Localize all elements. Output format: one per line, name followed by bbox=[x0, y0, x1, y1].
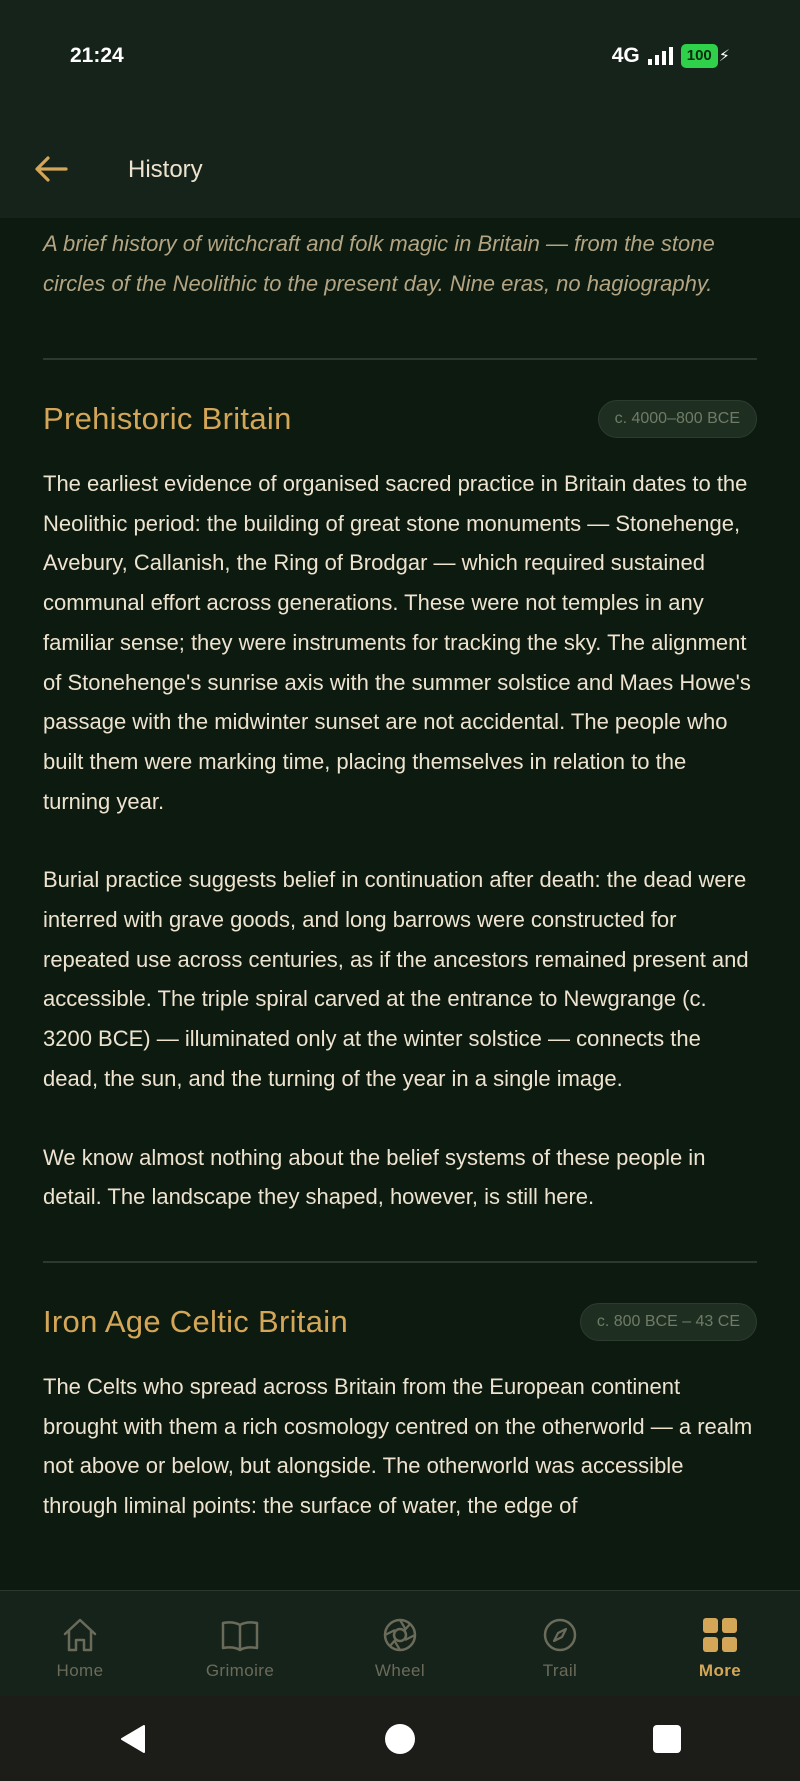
network-type: 4G bbox=[611, 44, 640, 67]
back-button[interactable] bbox=[26, 144, 76, 194]
nav-grimoire[interactable] bbox=[160, 1591, 320, 1697]
nav-wheel[interactable] bbox=[320, 1591, 480, 1697]
era-header bbox=[43, 1303, 757, 1341]
nav-label: Home bbox=[56, 1661, 104, 1680]
era-paragraph: We know almost nothing about the belief systems of these people in detail. The landscape they shaped, however, is still here. bbox=[43, 1144, 706, 1210]
bottom-navigation bbox=[0, 1590, 800, 1697]
signal-icon bbox=[648, 47, 673, 65]
era-date-badge: c. 800 BCE – 43 CE bbox=[580, 1303, 757, 1341]
book-icon bbox=[220, 1615, 260, 1655]
era-date-badge: c. 4000–800 BCE bbox=[598, 400, 757, 438]
nav-trail[interactable] bbox=[480, 1591, 640, 1697]
nav-label: Grimoire bbox=[205, 1661, 275, 1680]
wheel-icon bbox=[380, 1615, 420, 1655]
battery-icon bbox=[681, 44, 730, 68]
history-content[interactable] bbox=[0, 218, 800, 1590]
era-paragraph: The earliest evidence of organised sacred practice in Britain dates to the Neolithic period: the building of great stone monuments — Stonehenge, Avebury, Callanish, the Ring of Brodgar — which required sustained communal effort across generations. These were not temples in any familiar sense; they were instruments for tracking the sky. The alignment of Stonehenge's sunrise axis with the summer solstice and Maes Howe's passage with the midwinter sunset are not accidental. The people who built them were marking time, placing themselves in relation to the turning year. bbox=[43, 471, 751, 814]
nav-home[interactable] bbox=[0, 1591, 160, 1697]
app-bar bbox=[0, 120, 800, 218]
grid-icon bbox=[700, 1615, 740, 1655]
system-back-button[interactable] bbox=[103, 1709, 163, 1769]
nav-label: Wheel bbox=[374, 1661, 426, 1680]
status-time: 21:24 bbox=[70, 44, 124, 67]
triangle-back-icon bbox=[118, 1723, 148, 1755]
era-iron-age bbox=[43, 1303, 757, 1526]
nav-label: Trail bbox=[542, 1661, 578, 1680]
era-header bbox=[43, 400, 757, 438]
status-bar bbox=[0, 0, 800, 120]
arrow-left-icon bbox=[34, 155, 68, 183]
system-home-button[interactable] bbox=[370, 1709, 430, 1769]
status-indicators bbox=[612, 44, 730, 68]
era-title: Prehistoric Britain bbox=[43, 401, 292, 436]
nav-label: More bbox=[698, 1661, 742, 1680]
era-paragraph: The Celts who spread across Britain from the European continent brought with them a rich cosmology centred on the otherworld — a realm not above or below, but alongside. The otherworld was accessible through liminal points: the surface of water, the edge of bbox=[43, 1373, 753, 1519]
page-title: History bbox=[128, 156, 203, 183]
era-prehistoric bbox=[43, 400, 757, 1217]
charging-icon: ⚡ bbox=[718, 48, 730, 65]
era-paragraph: Burial practice suggests belief in continuation after death: the dead were interred with grave goods, and long barrows were constructed for repeated use across centuries, as if the ancestors remained present and accessible. The triple spiral carved at the entrance to Newgrange (c. 3200 BCE) — illuminated only at the winter solstice — connects the dead, the sun, and the turning of the year in a single image. bbox=[43, 867, 749, 1091]
battery-level: 100 bbox=[681, 44, 718, 68]
system-navigation bbox=[0, 1696, 800, 1781]
square-recents-icon bbox=[652, 1724, 682, 1754]
home-icon bbox=[60, 1615, 100, 1655]
circle-home-icon bbox=[384, 1723, 416, 1755]
divider bbox=[43, 358, 757, 360]
nav-more[interactable] bbox=[640, 1591, 800, 1697]
compass-icon bbox=[540, 1615, 580, 1655]
system-recents-button[interactable] bbox=[637, 1709, 697, 1769]
divider bbox=[43, 1261, 757, 1263]
era-title: Iron Age Celtic Britain bbox=[43, 1303, 348, 1339]
intro-text: A brief history of witchcraft and folk magic in Britain — from the stone circles of the Neolithic to the present day. Nine eras, no hagiography. bbox=[43, 231, 715, 296]
